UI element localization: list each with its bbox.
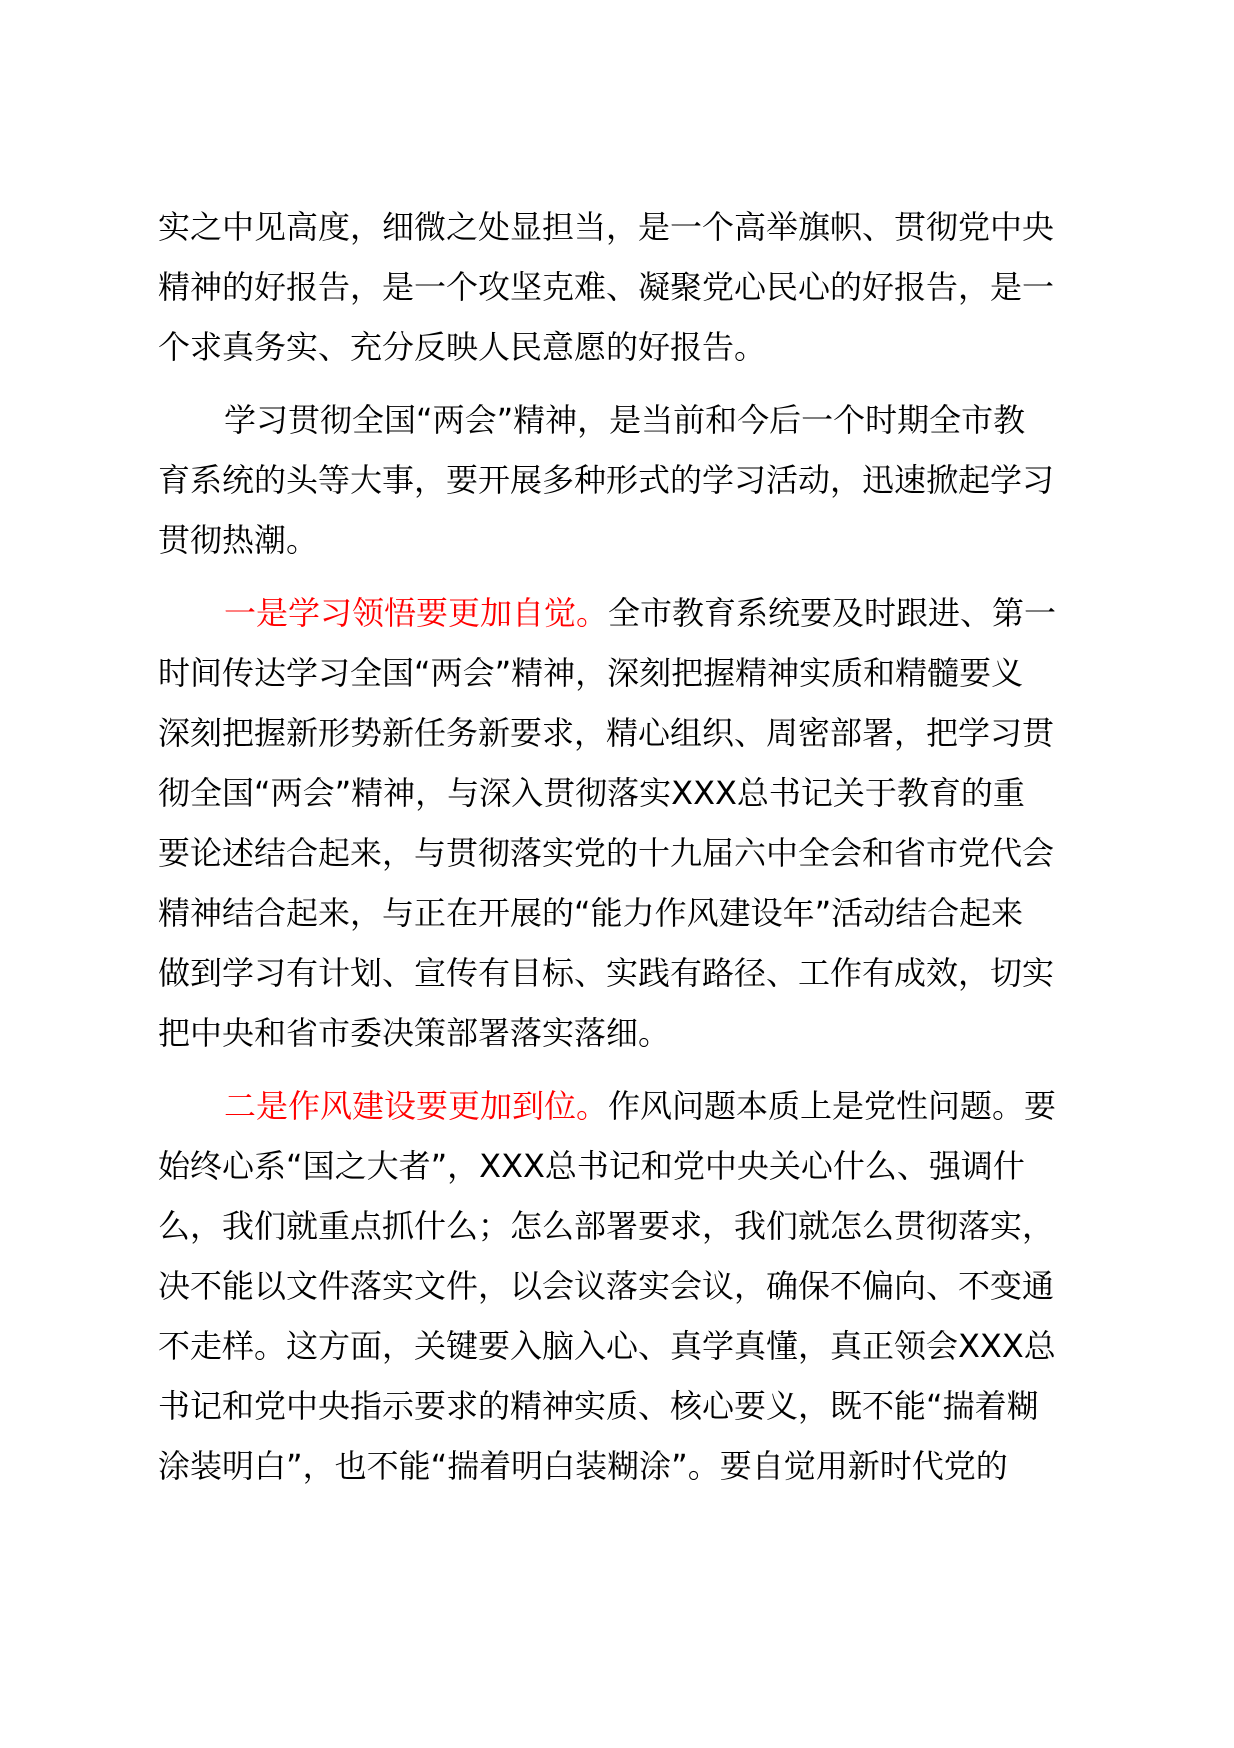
body-line: 做到学习有计划、宣传有目标、实践有路径、工作有成效，切实 bbox=[158, 954, 1055, 992]
body-line: 彻全国“两会”精神，与深入贯彻落实XXX总书记关于教育的重 bbox=[158, 774, 1025, 812]
body-line: 精神结合起来，与正在开展的“能力作风建设年”活动结合起来 bbox=[158, 894, 1024, 932]
body-line: 贯彻热潮。 bbox=[158, 521, 319, 559]
body-line: 书记和党中央指示要求的精神实质、核心要义，既不能“揣着糊 bbox=[158, 1387, 1039, 1425]
body-line: 始终心系“国之大者”，XXX总书记和党中央关心什么、强调什 bbox=[158, 1147, 1025, 1185]
body-text: 全市教育系统要及时跟进、第一 bbox=[608, 594, 1057, 632]
body-line: 深刻把握新形势新任务新要求，精心组织、周密部署，把学习贯 bbox=[158, 714, 1055, 752]
body-line: 么，我们就重点抓什么；怎么部署要求，我们就怎么贯彻落实， bbox=[158, 1207, 1055, 1245]
body-text: 作风问题本质上是党性问题。要 bbox=[608, 1087, 1057, 1125]
body-line: 时间传达学习全国“两会”精神，深刻把握精神实质和精髓要义 bbox=[158, 654, 1024, 692]
body-line: 要论述结合起来，与贯彻落实党的十九届六中全会和省市党代会 bbox=[158, 834, 1055, 872]
body-line: 决不能以文件落实文件，以会议落实会议，确保不偏向、不变通 bbox=[158, 1267, 1055, 1305]
body-line-emphasis bbox=[158, 1076, 1104, 1136]
section-heading-2: 二是作风建设要更加到位。 bbox=[224, 1087, 609, 1125]
body-line: 育系统的头等大事，要开展多种形式的学习活动，迅速掀起学习 bbox=[158, 461, 1055, 499]
body-line: 涂装明白”，也不能“揣着明白装糊涂”。要自觉用新时代党的 bbox=[158, 1447, 1008, 1485]
body-line: 不走样。这方面，关键要入脑入心、真学真懂，真正领会XXX总 bbox=[158, 1327, 1056, 1365]
body-line: 精神的好报告，是一个攻坚克难、凝聚党心民心的好报告，是一 bbox=[158, 268, 1055, 306]
document-body bbox=[158, 197, 1104, 1496]
body-line: 实之中见高度，细微之处显担当，是一个高举旗帜、贯彻党中央 bbox=[158, 208, 1055, 246]
body-line: 把中央和省市委决策部署落实落细。 bbox=[158, 1014, 671, 1052]
body-line: 学习贯彻全国“两会”精神，是当前和今后一个时期全市教 bbox=[224, 401, 1026, 439]
body-line-emphasis bbox=[158, 583, 1104, 643]
body-line: 个求真务实、充分反映人民意愿的好报告。 bbox=[158, 328, 767, 366]
section-heading-1: 一是学习领悟要更加自觉。 bbox=[224, 594, 609, 632]
